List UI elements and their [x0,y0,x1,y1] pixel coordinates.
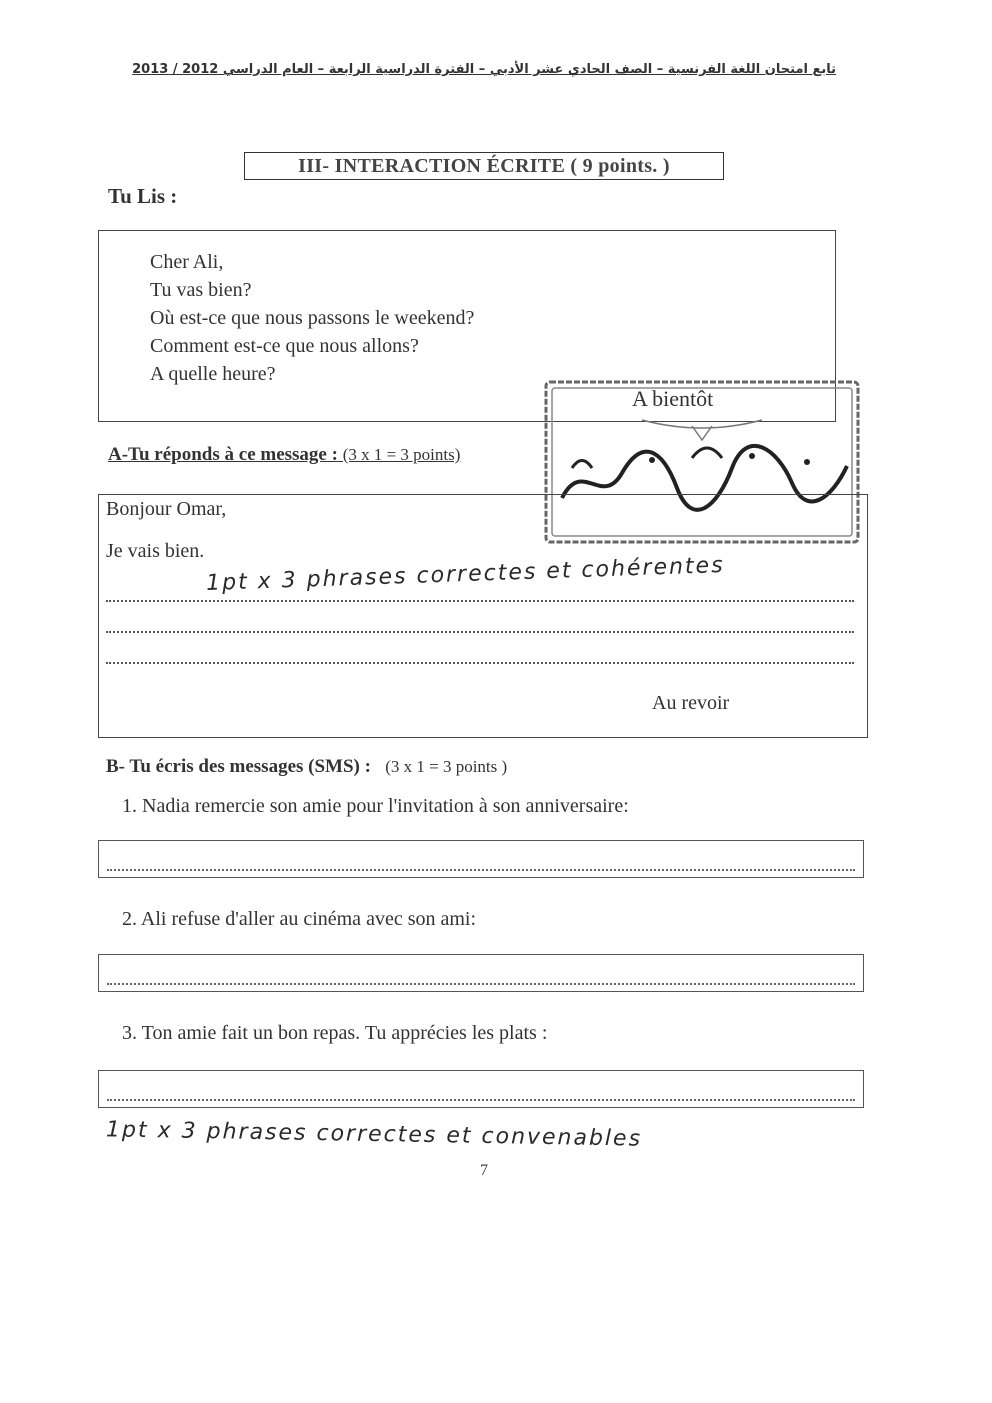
handwritten-grading-note-b: 1pt x 3 phrases correctes et convenables [105,1117,643,1152]
reply-greeting: Bonjour Omar, [106,498,227,520]
sms-answer-box-2[interactable] [98,954,864,992]
section-a-points: (3 x 1 = 3 points) [342,445,461,464]
answer-dotted-line[interactable] [106,600,854,602]
section-title: III- INTERACTION ÉCRITE ( 9 points. ) [244,152,724,180]
letter-closing: A bientôt [632,386,714,411]
letter-text [150,248,474,388]
answer-dotted-line[interactable] [106,662,854,664]
sms-answer-box-3[interactable] [98,1070,864,1108]
sms-question-3: 3. Ton amie fait un bon repas. Tu apprécies les plats : [122,1022,548,1044]
letter-line: Tu vas bien? [150,279,252,301]
handwritten-grading-note: 1pt x 3 phrases correctes et cohérentes [205,552,725,597]
reply-first-line: Je vais bien. [106,540,205,562]
letter-line: Cher Ali, [150,251,224,273]
letter-line: A quelle heure? [150,363,276,385]
section-a-title [108,444,460,466]
sms-question-1: 1. Nadia remercie son amie pour l'invitation à son anniversaire: [122,795,629,817]
section-b-label: B- Tu écris des messages (SMS) : [106,756,371,777]
letter-line: Où est-ce que nous passons le weekend? [150,307,475,329]
page-number: 7 [480,1162,488,1179]
exam-header: تابع امتحان اللغة الفرنسية – الصف الحادي عشر الأدبي – الفترة الدراسية الرابعة – العام الدراسي 2012 / 2013 [132,62,836,77]
section-a-label: A-Tu réponds à ce message : [108,444,338,465]
sms-answer-box-1[interactable] [98,840,864,878]
reply-closing: Au revoir [652,692,730,714]
answer-dotted-line[interactable] [106,631,854,633]
tu-lis-label: Tu Lis : [108,184,178,208]
letter-line: Comment est-ce que nous allons? [150,335,419,357]
section-b-title [106,756,507,778]
sms-question-2: 2. Ali refuse d'aller au cinéma avec son ami: [122,908,477,930]
answer-box[interactable] [98,494,868,738]
section-b-points: (3 x 1 = 3 points ) [385,757,508,776]
